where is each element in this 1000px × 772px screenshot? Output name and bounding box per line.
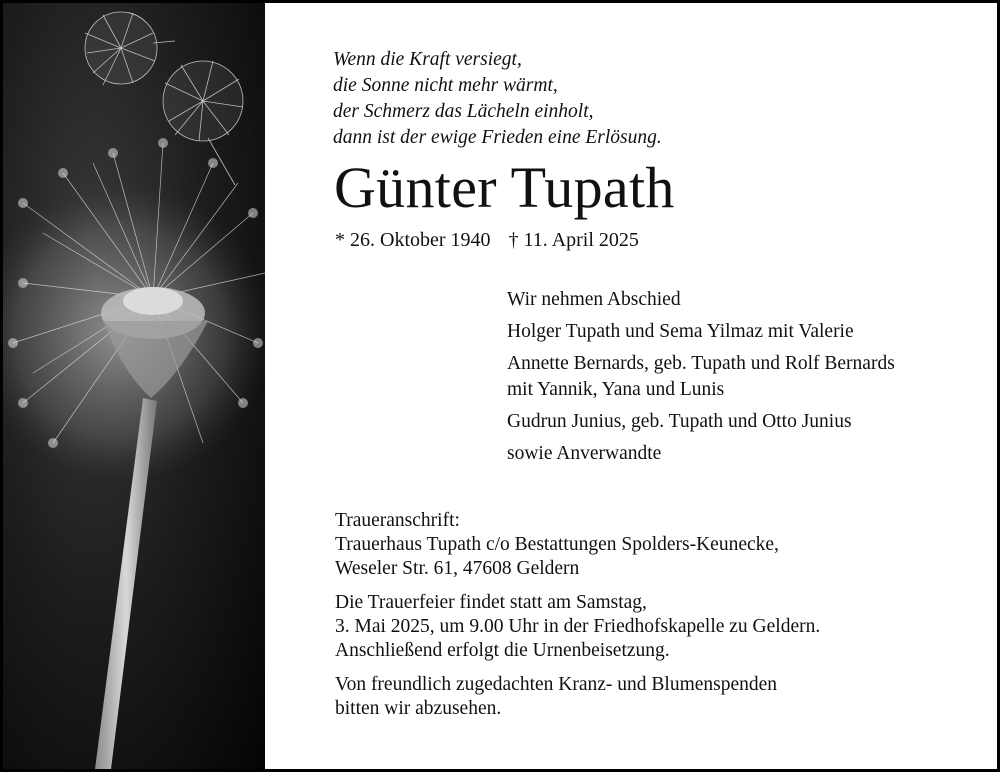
mourner-line: Holger Tupath und Sema Yilmaz mit Valerie: [507, 321, 854, 342]
poem: [333, 47, 662, 151]
mourner-line: mit Yannik, Yana und Lunis: [507, 379, 725, 400]
mourners-intro: Wir nehmen Abschied: [507, 289, 681, 310]
mourner-family: [507, 319, 895, 345]
mourner-line: Gudrun Junius, geb. Tupath und Otto Junius: [507, 411, 852, 432]
ceremony-details: [335, 591, 820, 663]
poem-line: die Sonne nicht mehr wärmt,: [333, 75, 558, 96]
ceremony-line: Anschließend erfolgt die Urnenbeisetzung.: [335, 640, 670, 661]
ceremony-line: 3. Mai 2025, um 9.00 Uhr in der Friedhofskapelle zu Geldern.: [335, 616, 821, 637]
deceased-name: Günter Tupath: [334, 155, 675, 220]
poem-line: der Schmerz das Lächeln einholt,: [333, 101, 594, 122]
donation-line: bitten wir abzusehen.: [335, 698, 502, 719]
birth-date: * 26. Oktober 1940: [335, 229, 491, 251]
death-date: † 11. April 2025: [508, 229, 639, 251]
dandelion-photo: [3, 3, 265, 769]
address-heading: Traueranschrift:: [335, 510, 460, 531]
poem-line: Wenn die Kraft versiegt,: [333, 49, 522, 70]
life-dates: [335, 227, 639, 253]
mourner-line: Annette Bernards, geb. Tupath und Rolf Bernards: [507, 353, 895, 374]
mourners-list: [507, 287, 895, 473]
mourning-address: [335, 509, 820, 581]
mourner-family: [507, 409, 895, 435]
ceremony-line: Die Trauerfeier findet statt am Samstag,: [335, 592, 647, 613]
mourner-family: [507, 351, 895, 403]
address-line: Weseler Str. 61, 47608 Geldern: [335, 558, 580, 579]
donation-note: [335, 673, 820, 721]
poem-line: dann ist der ewige Frieden eine Erlösung.: [333, 127, 662, 148]
donation-line: Von freundlich zugedachten Kranz- und Blumenspenden: [335, 674, 778, 695]
address-line: Trauerhaus Tupath c/o Bestattungen Spolders-Keunecke,: [335, 534, 779, 555]
mourners-closing: sowie Anverwandte: [507, 443, 662, 464]
funeral-info: [335, 509, 820, 731]
